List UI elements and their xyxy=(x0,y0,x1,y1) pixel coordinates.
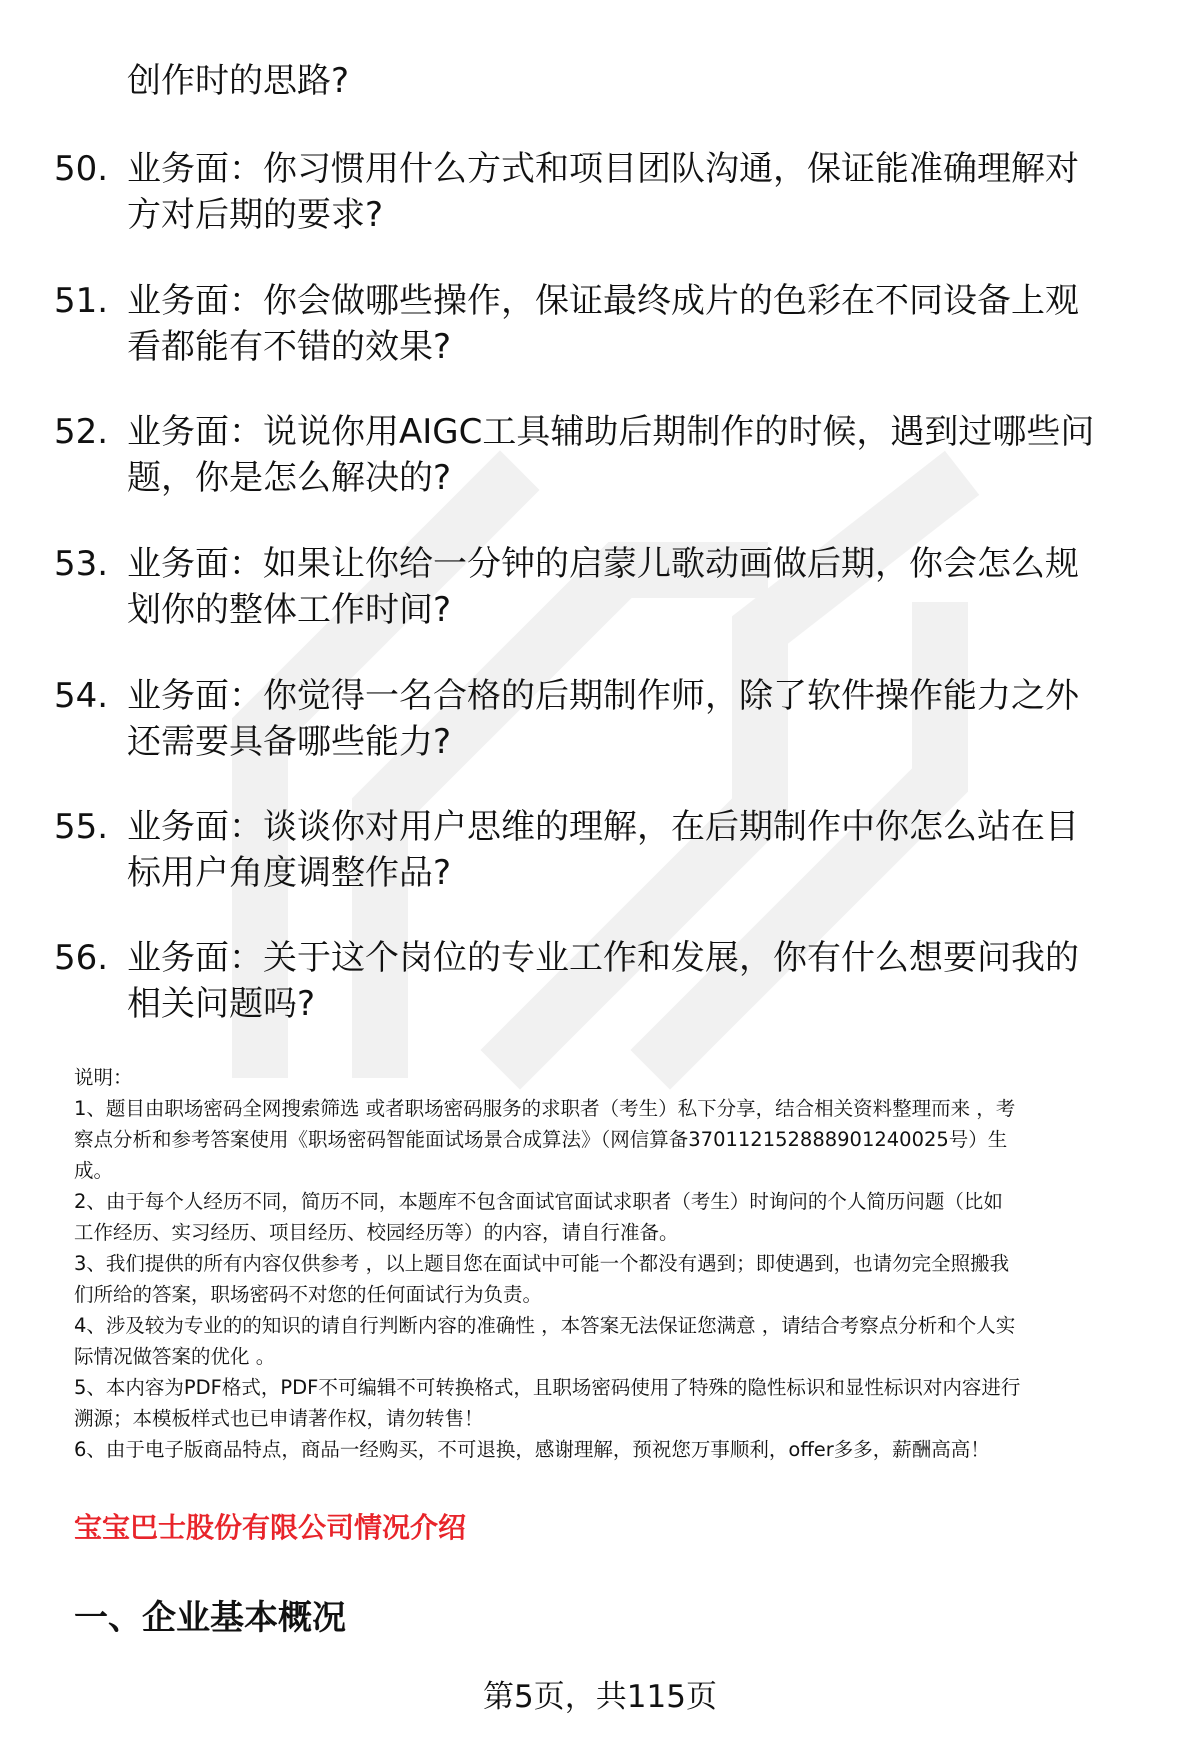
question-number: 51. xyxy=(54,281,109,321)
notes-section xyxy=(74,1062,1159,1465)
notes-title: 说明： xyxy=(74,1066,133,1089)
company-intro-title: 宝宝巴士股份有限公司情况介绍 xyxy=(74,1511,467,1544)
section-heading: 一、企业基本概况 xyxy=(74,1598,346,1638)
note-line: 5、本内容为PDF格式，PDF不可编辑不可转换格式，且职场密码使用了特殊的隐性标识和显性标识对内容进行 xyxy=(74,1376,1021,1399)
question-text-line: 题，你是怎么解决的? xyxy=(127,458,452,498)
question-text-line: 业务面：你觉得一名合格的后期制作师，除了软件操作能力之外 xyxy=(127,676,1079,716)
page-number-footer: 第5页，共115页 xyxy=(483,1679,717,1715)
question-text-line: 业务面：说说你用AIGC工具辅助后期制作的时候，遇到过哪些问 xyxy=(127,412,1095,452)
question-text-line: 看都能有不错的效果? xyxy=(127,327,452,367)
note-line: 溯源；本模板样式也已申请著作权，请勿转售！ xyxy=(74,1407,484,1430)
question-text-line: 业务面：如果让你给一分钟的启蒙儿歌动画做后期，你会怎么规 xyxy=(127,544,1079,584)
question-text-line: 业务面：谈谈你对用户思维的理解，在后期制作中你怎么站在目 xyxy=(127,807,1079,847)
question-number: 50. xyxy=(54,149,109,189)
question-text-line: 业务面：你习惯用什么方式和项目团队沟通，保证能准确理解对 xyxy=(127,149,1079,189)
question-number: 56. xyxy=(54,938,109,978)
note-line: 3、我们提供的所有内容仅供参考 ，以上题目您在面试中可能一个都没有遇到；即使遇到，也请勿完全照搬我 xyxy=(74,1252,1010,1275)
question-number: 55. xyxy=(54,807,109,847)
note-line: 们所给的答案，职场密码不对您的任何面试行为负责。 xyxy=(74,1283,543,1306)
note-line: 6、由于电子版商品特点，商品一经购买，不可退换，感谢理解，预祝您万事顺利，offer多多，薪酬高高！ xyxy=(74,1438,990,1461)
question-number: 54. xyxy=(54,676,109,716)
question-number: 53. xyxy=(54,544,109,584)
question-text-line: 标用户角度调整作品? xyxy=(127,853,452,893)
note-line: 4、涉及较为专业的的知识的请自行判断内容的准确性 ，本答案无法保证您满意 ，请结合考察点分析和个人实 xyxy=(74,1314,1016,1337)
question-text-line: 业务面：你会做哪些操作，保证最终成片的色彩在不同设备上观 xyxy=(127,281,1079,321)
note-line: 工作经历、实习经历、项目经历、校园经历等）的内容，请自行准备。 xyxy=(74,1221,679,1244)
question-text-line: 还需要具备哪些能力? xyxy=(127,722,452,762)
question-number: 52. xyxy=(54,412,109,452)
note-line: 际情况做答案的优化 。 xyxy=(74,1345,276,1368)
question-text-line: 划你的整体工作时间? xyxy=(127,590,452,630)
question-text-line: 业务面：关于这个岗位的专业工作和发展，你有什么想要问我的 xyxy=(127,938,1079,978)
note-line: 2、由于每个人经历不同，简历不同，本题库不包含面试官面试求职者（考生）时询问的个人简历问题（比如 xyxy=(74,1190,1003,1213)
note-line: 成。 xyxy=(74,1159,114,1182)
question-text-line: 方对后期的要求? xyxy=(127,195,384,235)
question-text-line: 相关问题吗? xyxy=(127,984,316,1024)
note-line: 察点分析和参考答案使用《职场密码智能面试场景合成算法》（网信算备370112152888901240025号）生 xyxy=(74,1128,1008,1151)
note-line: 1、题目由职场密码全网搜索筛选 或者职场密码服务的求职者（考生）私下分享，结合相关资料整理而来 ，考 xyxy=(74,1097,1016,1120)
question-text-line: 创作时的思路? xyxy=(127,61,350,101)
